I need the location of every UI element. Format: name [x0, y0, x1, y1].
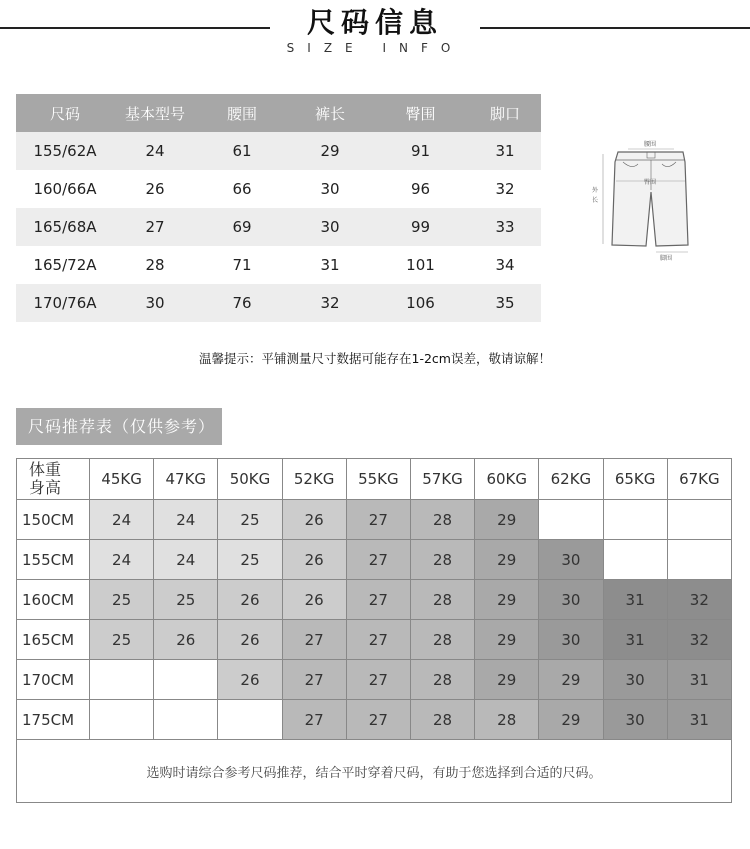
size-cell: 30 [603, 700, 667, 740]
table-row [16, 208, 541, 246]
size-cell [154, 700, 218, 740]
size-cell: 32 [667, 580, 731, 620]
table-cell: 24 [114, 132, 196, 170]
table-cell: 32 [469, 170, 541, 208]
size-cell: 25 [90, 620, 154, 660]
table-cell: 27 [114, 208, 196, 246]
size-cell: 24 [90, 540, 154, 580]
size-cell: 26 [154, 620, 218, 660]
table-cell: 35 [469, 284, 541, 322]
height-label: 155CM [17, 540, 90, 580]
weight-header: 67KG [667, 459, 731, 500]
table-cell: 26 [114, 170, 196, 208]
size-table-header [16, 94, 541, 132]
table-cell: 99 [372, 208, 469, 246]
size-cell: 30 [539, 580, 603, 620]
height-label: 170CM [17, 660, 90, 700]
table-cell: 76 [196, 284, 288, 322]
size-cell: 27 [346, 620, 410, 660]
page-title: 尺码信息 [306, 6, 443, 39]
col-header: 尺码 [16, 94, 114, 132]
size-cell [539, 500, 603, 540]
size-cell: 28 [410, 700, 474, 740]
note-row [17, 740, 732, 803]
table-cell: 160/66A [16, 170, 114, 208]
size-cell: 30 [603, 660, 667, 700]
table-cell: 30 [288, 208, 372, 246]
size-cell: 29 [475, 540, 539, 580]
weight-header: 47KG [154, 459, 218, 500]
corner-cell [17, 459, 90, 500]
size-table [16, 94, 541, 322]
recommend-table [16, 458, 732, 803]
size-cell [667, 540, 731, 580]
shorts-illustration [588, 140, 700, 265]
size-cell: 26 [282, 580, 346, 620]
table-cell: 33 [469, 208, 541, 246]
size-cell: 24 [90, 500, 154, 540]
height-label: 165CM [17, 620, 90, 660]
length-label-char-2: 长 [591, 197, 599, 204]
table-cell: 165/68A [16, 208, 114, 246]
size-cell: 29 [475, 620, 539, 660]
table-row [17, 660, 732, 700]
hip-label: 臀围 [643, 179, 657, 186]
size-cell: 26 [218, 620, 282, 660]
size-cell: 28 [410, 620, 474, 660]
table-row [17, 580, 732, 620]
weight-header: 45KG [90, 459, 154, 500]
table-cell: 91 [372, 132, 469, 170]
size-cell: 28 [410, 580, 474, 620]
col-header: 裤长 [288, 94, 372, 132]
weight-header: 55KG [346, 459, 410, 500]
size-cell: 26 [218, 660, 282, 700]
weight-header: 65KG [603, 459, 667, 500]
size-cell: 27 [282, 660, 346, 700]
table-cell: 101 [372, 246, 469, 284]
table-cell: 66 [196, 170, 288, 208]
col-header: 脚口 [469, 94, 541, 132]
shorts-outline [612, 152, 688, 246]
size-cell: 27 [346, 500, 410, 540]
size-cell: 25 [90, 580, 154, 620]
table-row [17, 700, 732, 740]
title-line-right [480, 27, 750, 29]
size-cell [90, 660, 154, 700]
table-row [16, 284, 541, 322]
size-cell: 29 [475, 500, 539, 540]
size-cell: 29 [539, 660, 603, 700]
table-row [16, 246, 541, 284]
size-cell: 27 [346, 660, 410, 700]
size-cell: 26 [282, 500, 346, 540]
size-cell: 31 [603, 580, 667, 620]
table-cell: 29 [288, 132, 372, 170]
size-cell: 26 [282, 540, 346, 580]
size-cell: 27 [346, 580, 410, 620]
table-cell: 30 [288, 170, 372, 208]
table-cell: 106 [372, 284, 469, 322]
table-cell: 69 [196, 208, 288, 246]
table-row [17, 500, 732, 540]
table-row [17, 540, 732, 580]
title-line-left [0, 27, 270, 29]
size-cell: 27 [282, 700, 346, 740]
table-cell: 155/62A [16, 132, 114, 170]
size-cell: 29 [475, 660, 539, 700]
table-cell: 30 [114, 284, 196, 322]
height-label: 160CM [17, 580, 90, 620]
size-cell: 28 [475, 700, 539, 740]
size-cell: 30 [539, 540, 603, 580]
size-cell: 31 [603, 620, 667, 660]
hem-label: 脚围 [659, 255, 673, 262]
size-cell [90, 700, 154, 740]
page-subtitle: SIZE INFO [286, 41, 464, 55]
weight-header: 50KG [218, 459, 282, 500]
size-cell [603, 500, 667, 540]
size-cell: 24 [154, 540, 218, 580]
table-row [17, 620, 732, 660]
recommend-heading: 尺码推荐表（仅供参考） [16, 408, 222, 445]
table-cell: 71 [196, 246, 288, 284]
shorts-diagram [588, 140, 700, 265]
table-row [16, 170, 541, 208]
table-cell: 61 [196, 132, 288, 170]
size-cell: 29 [539, 700, 603, 740]
corner-height: 身高 [29, 478, 62, 497]
col-header: 腰围 [196, 94, 288, 132]
col-header: 基本型号 [114, 94, 196, 132]
recommend-header-row [17, 459, 732, 500]
size-cell: 25 [218, 540, 282, 580]
table-cell: 32 [288, 284, 372, 322]
size-cell: 29 [475, 580, 539, 620]
table-cell: 34 [469, 246, 541, 284]
height-label: 150CM [17, 500, 90, 540]
size-cell: 25 [154, 580, 218, 620]
table-cell: 28 [114, 246, 196, 284]
weight-header: 57KG [410, 459, 474, 500]
table-cell: 96 [372, 170, 469, 208]
table-cell: 165/72A [16, 246, 114, 284]
table-cell: 31 [288, 246, 372, 284]
corner-weight: 体重 [29, 460, 62, 479]
size-cell: 28 [410, 660, 474, 700]
size-cell: 27 [346, 700, 410, 740]
col-header: 臀围 [372, 94, 469, 132]
size-cell [603, 540, 667, 580]
table-cell: 170/76A [16, 284, 114, 322]
size-cell: 24 [154, 500, 218, 540]
size-cell: 28 [410, 540, 474, 580]
size-cell [218, 700, 282, 740]
size-cell: 32 [667, 620, 731, 660]
table-row [16, 132, 541, 170]
table-cell: 31 [469, 132, 541, 170]
height-label: 175CM [17, 700, 90, 740]
size-cell [154, 660, 218, 700]
size-cell: 27 [346, 540, 410, 580]
size-cell: 30 [539, 620, 603, 660]
weight-header: 62KG [539, 459, 603, 500]
size-cell: 28 [410, 500, 474, 540]
size-cell: 31 [667, 660, 731, 700]
size-cell: 25 [218, 500, 282, 540]
size-cell: 27 [282, 620, 346, 660]
size-cell: 26 [218, 580, 282, 620]
weight-header: 60KG [475, 459, 539, 500]
measurement-tip: 温馨提示：平铺测量尺寸数据可能存在1-2cm误差，敬请谅解！ [199, 351, 551, 366]
recommend-note: 选购时请综合参考尺码推荐，结合平时穿着尺码，有助于您选择到合适的尺码。 [17, 740, 732, 803]
length-label-char-1: 外 [591, 187, 599, 194]
weight-header: 52KG [282, 459, 346, 500]
waist-label: 腰围 [643, 141, 657, 148]
size-cell [667, 500, 731, 540]
size-cell: 31 [667, 700, 731, 740]
